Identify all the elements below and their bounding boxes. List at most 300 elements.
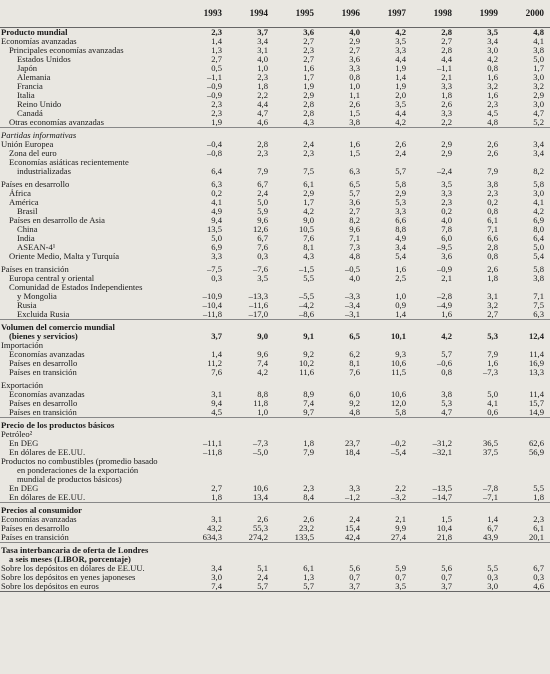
value-cell: 4,7 (257, 109, 268, 118)
value-cell: 2,8 (257, 140, 268, 149)
value-cell: –8,6 (298, 310, 314, 320)
value-cell: 1,8 (211, 493, 222, 503)
row-label: Países en desarrollo (1, 524, 70, 533)
table-row (0, 301, 550, 310)
value-cell: 15,4 (344, 524, 360, 533)
value-cell: 1,7 (303, 198, 314, 207)
value-cell: 9,7 (303, 408, 314, 418)
value-cell (228, 503, 274, 516)
value-cell: 2,6 (395, 140, 406, 149)
table-row (0, 82, 550, 91)
value-cell: 3,2 (487, 301, 498, 310)
value-cell (504, 430, 550, 439)
value-cell (504, 503, 550, 516)
value-cell (412, 475, 458, 484)
value-cell: –7,8 (482, 484, 498, 493)
value-cell (412, 341, 458, 350)
value-cell: –10,9 (202, 292, 222, 301)
row-label: Economías avanzadas (9, 390, 85, 399)
value-cell (274, 158, 320, 167)
value-cell: 4,2 (487, 55, 498, 64)
value-cell: 7,6 (211, 368, 222, 377)
value-cell: 3,8 (533, 46, 544, 55)
row-label: Brasil (17, 207, 38, 216)
value-cell: 1,8 (257, 82, 268, 91)
row-label: mundial de productos básicos) (17, 475, 122, 484)
value-cell: 10,4 (436, 524, 452, 533)
table-row (0, 439, 550, 448)
value-cell (412, 503, 458, 516)
value-cell: 2,4 (349, 515, 360, 524)
value-cell: 55,3 (252, 524, 268, 533)
value-cell: 2,9 (533, 91, 544, 100)
value-cell (320, 475, 366, 484)
value-cell: 5,2 (533, 118, 544, 128)
value-cell: 6,4 (211, 167, 222, 176)
value-cell: 0,2 (487, 198, 498, 207)
value-cell: 10,1 (390, 332, 406, 341)
value-cell (182, 475, 228, 484)
value-cell: –10,4 (202, 301, 222, 310)
table-row (0, 100, 550, 109)
row-label: Sobre los depósitos en dólares de EE.UU. (1, 564, 145, 573)
value-cell: 1,1 (349, 91, 360, 100)
table-row (0, 377, 550, 390)
table-row (0, 55, 550, 64)
value-cell (228, 283, 274, 292)
row-label: Países en desarrollo de Asia (9, 216, 105, 225)
row-label: Economías asiáticas recientemente (9, 158, 129, 167)
value-cell: 3,6 (349, 55, 360, 64)
value-cell: 43,2 (206, 524, 222, 533)
value-cell: 7,9 (303, 448, 314, 457)
value-cell: 3,8 (533, 274, 544, 283)
value-cell (458, 158, 504, 167)
value-cell: 5,5 (303, 274, 314, 283)
value-cell: 0,3 (211, 274, 222, 283)
table-row (0, 274, 550, 283)
value-cell: 16,9 (528, 359, 544, 368)
value-cell: 5,3 (441, 399, 452, 408)
value-cell: 9,6 (257, 350, 268, 359)
value-cell: 4,4 (395, 55, 406, 64)
value-cell (320, 377, 366, 390)
row-label: Excluida Rusia (17, 310, 70, 320)
value-cell (504, 283, 550, 292)
value-cell: 3,3 (211, 252, 222, 261)
value-cell (504, 475, 550, 484)
value-cell: 0,3 (533, 573, 544, 582)
value-cell: 3,4 (211, 564, 222, 573)
value-cell: 6,1 (303, 179, 314, 189)
table-row (0, 359, 550, 368)
value-cell: 6,4 (533, 234, 544, 243)
value-cell (504, 418, 550, 431)
value-cell: 3,5 (395, 37, 406, 46)
value-cell (412, 128, 458, 141)
value-cell: 8,1 (303, 243, 314, 252)
value-cell (504, 377, 550, 390)
value-cell: –0,2 (390, 439, 406, 448)
value-cell: 7,6 (349, 368, 360, 377)
value-cell: 6,0 (441, 234, 452, 243)
value-cell (458, 283, 504, 292)
value-cell: 5,8 (395, 408, 406, 418)
value-cell: 2,9 (349, 37, 360, 46)
value-cell (274, 555, 320, 564)
value-cell (366, 466, 412, 475)
table-row (0, 493, 550, 503)
table-body (0, 28, 550, 592)
value-cell: 2,9 (441, 149, 452, 158)
year-header-1998: 1998 (412, 0, 458, 28)
value-cell: 3,1 (487, 292, 498, 301)
table-row (0, 225, 550, 234)
value-cell: 2,7 (211, 55, 222, 64)
year-header-1999: 1999 (458, 0, 504, 28)
value-cell: 3,2 (533, 82, 544, 91)
table-row (0, 332, 550, 341)
value-cell: 1,0 (257, 408, 268, 418)
row-label: Exportación (1, 380, 43, 390)
value-cell (182, 457, 228, 466)
value-cell: 9,4 (211, 216, 222, 225)
value-cell: 2,8 (441, 46, 452, 55)
table-row (0, 320, 550, 333)
value-cell (504, 543, 550, 556)
value-cell: 9,3 (395, 350, 406, 359)
value-cell: 1,9 (303, 82, 314, 91)
year-header-1995: 1995 (274, 0, 320, 28)
table-row (0, 564, 550, 573)
value-cell (274, 475, 320, 484)
row-label: Importación (1, 341, 43, 350)
table-row (0, 533, 550, 543)
value-cell: 1,0 (257, 64, 268, 73)
value-cell: 14,9 (528, 408, 544, 418)
value-cell: 0,7 (395, 573, 406, 582)
year-header-1993: 1993 (182, 0, 228, 28)
value-cell: –7,3 (252, 439, 268, 448)
value-cell: 6,1 (487, 216, 498, 225)
value-cell: 11,6 (299, 368, 314, 377)
value-cell: 4,0 (441, 216, 452, 225)
value-cell: 4,2 (395, 118, 406, 128)
value-cell: 10,6 (252, 484, 268, 493)
value-cell: 2,6 (487, 149, 498, 158)
value-cell: –3,2 (390, 493, 406, 503)
value-cell: –0,9 (206, 82, 222, 91)
value-cell (228, 320, 274, 333)
value-cell: 0,8 (487, 64, 498, 73)
value-cell: 4,1 (533, 37, 544, 46)
value-cell: 4,8 (533, 27, 544, 37)
value-cell: 0,3 (257, 252, 268, 261)
value-cell: 4,3 (303, 252, 314, 261)
value-cell: 3,3 (395, 46, 406, 55)
value-cell: 4,5 (211, 408, 222, 418)
value-cell: 1,4 (487, 515, 498, 524)
row-label: Partidas informativas (0, 128, 182, 141)
value-cell: 9,2 (349, 399, 360, 408)
value-cell: –1,2 (344, 493, 360, 503)
row-label: Economías avanzadas (9, 350, 85, 359)
value-cell: 2,4 (303, 140, 314, 149)
value-cell: 8,4 (303, 493, 314, 503)
row-label: Alemania (17, 73, 51, 82)
value-cell: 23,2 (298, 524, 314, 533)
value-cell (412, 158, 458, 167)
value-cell: 7,5 (533, 301, 544, 310)
row-label: Economías avanzadas (1, 515, 77, 524)
value-cell: 2,7 (349, 207, 360, 216)
value-cell: 0,8 (349, 73, 360, 82)
table-row (0, 140, 550, 149)
value-cell (182, 466, 228, 475)
value-cell: –7,6 (252, 264, 268, 274)
value-cell: 1,5 (349, 149, 360, 158)
row-label: Sobre los depósitos en yenes japoneses (1, 573, 136, 582)
table-row (0, 91, 550, 100)
value-cell: 6,1 (303, 564, 314, 573)
value-cell: 5,4 (533, 252, 544, 261)
value-cell: 5,0 (533, 55, 544, 64)
year-header-row (0, 0, 550, 28)
value-cell: 1,9 (395, 82, 406, 91)
value-cell: 6,6 (395, 216, 406, 225)
table-row (0, 176, 550, 189)
value-cell (274, 377, 320, 390)
table-row (0, 466, 550, 475)
value-cell: 1,6 (395, 264, 406, 274)
value-cell (458, 430, 504, 439)
value-cell: 4,2 (303, 207, 314, 216)
value-cell: 4,9 (211, 207, 222, 216)
value-cell (458, 457, 504, 466)
row-label: En DEG (9, 484, 39, 493)
value-cell: 4,5 (487, 109, 498, 118)
table-row (0, 430, 550, 439)
value-cell: 1,9 (395, 64, 406, 73)
value-cell: 21,8 (436, 533, 452, 543)
value-cell: 3,7 (257, 27, 268, 37)
value-cell: 3,5 (366, 582, 412, 592)
value-cell (458, 128, 504, 141)
value-cell: 1,6 (303, 64, 314, 73)
value-cell: 0,3 (487, 573, 498, 582)
table-row (0, 216, 550, 225)
value-cell: 7,1 (349, 234, 360, 243)
value-cell (458, 341, 504, 350)
value-cell: 3,6 (303, 27, 314, 37)
value-cell: 3,5 (487, 27, 498, 37)
value-cell: 15,7 (528, 399, 544, 408)
value-cell (182, 283, 228, 292)
value-cell: 13,3 (528, 368, 544, 377)
table-row (0, 341, 550, 350)
value-cell: 11,4 (529, 350, 544, 359)
value-cell (228, 418, 274, 431)
value-cell: 11,2 (207, 359, 222, 368)
value-cell: 5,8 (533, 264, 544, 274)
table-row (0, 234, 550, 243)
row-label: Países en desarrollo (1, 179, 70, 189)
value-cell: 5,7 (441, 350, 452, 359)
value-cell: 7,8 (441, 225, 452, 234)
value-cell: –14,7 (432, 493, 452, 503)
value-cell: 3,2 (487, 82, 498, 91)
row-label: a seis meses (LIBOR, porcentaje) (9, 555, 131, 564)
value-cell: 7,9 (487, 167, 498, 176)
value-cell: 2,9 (303, 91, 314, 100)
value-cell: 2,8 (441, 27, 452, 37)
value-cell: 2,7 (441, 37, 452, 46)
value-cell: –0,9 (206, 91, 222, 100)
value-cell: 5,9 (395, 564, 406, 573)
table-row (0, 73, 550, 82)
table-row (0, 37, 550, 46)
value-cell: 1,4 (395, 310, 406, 320)
value-cell: 2,4 (257, 573, 268, 582)
value-cell: 42,4 (344, 533, 360, 543)
value-cell (320, 555, 366, 564)
value-cell: 5,4 (395, 252, 406, 261)
value-cell: 5,9 (257, 207, 268, 216)
row-label: Países en desarrollo (9, 359, 78, 368)
value-cell (504, 466, 550, 475)
table-row (0, 310, 550, 320)
value-cell: –1,1 (206, 73, 222, 82)
row-label: Tasa interbancaria de oferta de Londres (0, 543, 182, 556)
value-cell (366, 475, 412, 484)
value-cell: 5,7 (274, 582, 320, 592)
value-cell: 0,2 (211, 189, 222, 198)
row-label: Economías avanzadas (1, 37, 77, 46)
value-cell: 11,8 (253, 399, 268, 408)
value-cell: 9,2 (303, 350, 314, 359)
value-cell: 4,6 (257, 118, 268, 128)
row-label: Países en desarrollo (9, 399, 78, 408)
value-cell: 2,7 (303, 55, 314, 64)
value-cell: 3,4 (487, 37, 498, 46)
value-cell: 1,0 (395, 292, 406, 301)
value-cell: 4,8 (487, 118, 498, 128)
value-cell: 5,3 (487, 332, 498, 341)
value-cell: 2,8 (303, 109, 314, 118)
value-cell: 8,8 (257, 390, 268, 399)
value-cell (182, 128, 228, 141)
value-cell: 4,7 (533, 109, 544, 118)
row-label: Francia (17, 82, 43, 91)
value-cell: 8,2 (349, 216, 360, 225)
value-cell: 4,0 (349, 27, 360, 37)
value-cell: 6,7 (533, 564, 544, 573)
table-row (0, 167, 550, 176)
row-label: Canadá (17, 109, 43, 118)
value-cell: 7,4 (257, 359, 268, 368)
value-cell: 5,0 (211, 234, 222, 243)
value-cell (182, 418, 228, 431)
value-cell: 2,2 (257, 91, 268, 100)
value-cell: 27,4 (390, 533, 406, 543)
table-row (0, 158, 550, 167)
value-cell: 2,1 (441, 73, 452, 82)
value-cell: –13,5 (432, 484, 452, 493)
value-cell (182, 320, 228, 333)
value-cell: 9,9 (395, 524, 406, 533)
value-cell (458, 377, 504, 390)
value-cell: 9,1 (303, 332, 314, 341)
row-label: En dólares de EE.UU. (9, 448, 86, 457)
value-cell: 4,6 (504, 582, 550, 592)
value-cell: –31,2 (432, 439, 452, 448)
value-cell: 37,5 (482, 448, 498, 457)
value-cell: 2,3 (303, 46, 314, 55)
value-cell (412, 283, 458, 292)
value-cell: 7,1 (533, 292, 544, 301)
value-cell: 9,6 (257, 216, 268, 225)
value-cell (228, 475, 274, 484)
value-cell: 12,6 (252, 225, 268, 234)
value-cell: 5,5 (533, 484, 544, 493)
value-cell: 12,4 (528, 332, 544, 341)
value-cell: 9,0 (257, 332, 268, 341)
value-cell: 7,5 (303, 167, 314, 176)
value-cell: 6,9 (211, 243, 222, 252)
value-cell: 1,7 (533, 64, 544, 73)
year-header-1997: 1997 (366, 0, 412, 28)
value-cell: 6,7 (487, 524, 498, 533)
value-cell: 3,3 (349, 484, 360, 493)
value-cell (366, 158, 412, 167)
value-cell (182, 377, 228, 390)
value-cell: –2,4 (436, 167, 452, 176)
value-cell: 8,9 (303, 390, 314, 399)
value-cell: 2,3 (211, 109, 222, 118)
value-cell: 1,7 (303, 73, 314, 82)
value-cell: 6,2 (349, 350, 360, 359)
row-label: Comunidad de Estados Independientes (9, 283, 143, 292)
value-cell (320, 503, 366, 516)
value-cell: 10,5 (298, 225, 314, 234)
row-label: África (9, 189, 31, 198)
table-row (0, 524, 550, 533)
value-cell: 3,3 (441, 82, 452, 91)
value-cell: 3,7 (211, 332, 222, 341)
value-cell (412, 418, 458, 431)
value-cell (366, 555, 412, 564)
value-cell: 3,1 (211, 515, 222, 524)
value-cell (274, 457, 320, 466)
value-cell: 2,6 (257, 515, 268, 524)
value-cell: 56,9 (528, 448, 544, 457)
value-cell: 3,3 (395, 207, 406, 216)
row-label: En dólares de EE.UU. (9, 493, 86, 503)
value-cell: 7,1 (487, 225, 498, 234)
table-row (0, 448, 550, 457)
value-cell (458, 475, 504, 484)
value-cell (228, 543, 274, 556)
value-cell: 0,7 (441, 573, 452, 582)
value-cell (366, 543, 412, 556)
value-cell: 9,4 (211, 399, 222, 408)
value-cell: 3,5 (395, 100, 406, 109)
value-cell: 2,5 (395, 274, 406, 283)
value-cell: –32,1 (432, 448, 452, 457)
value-cell: 1,9 (211, 118, 222, 128)
value-cell: 4,4 (441, 55, 452, 64)
value-cell: 5,0 (487, 390, 498, 399)
